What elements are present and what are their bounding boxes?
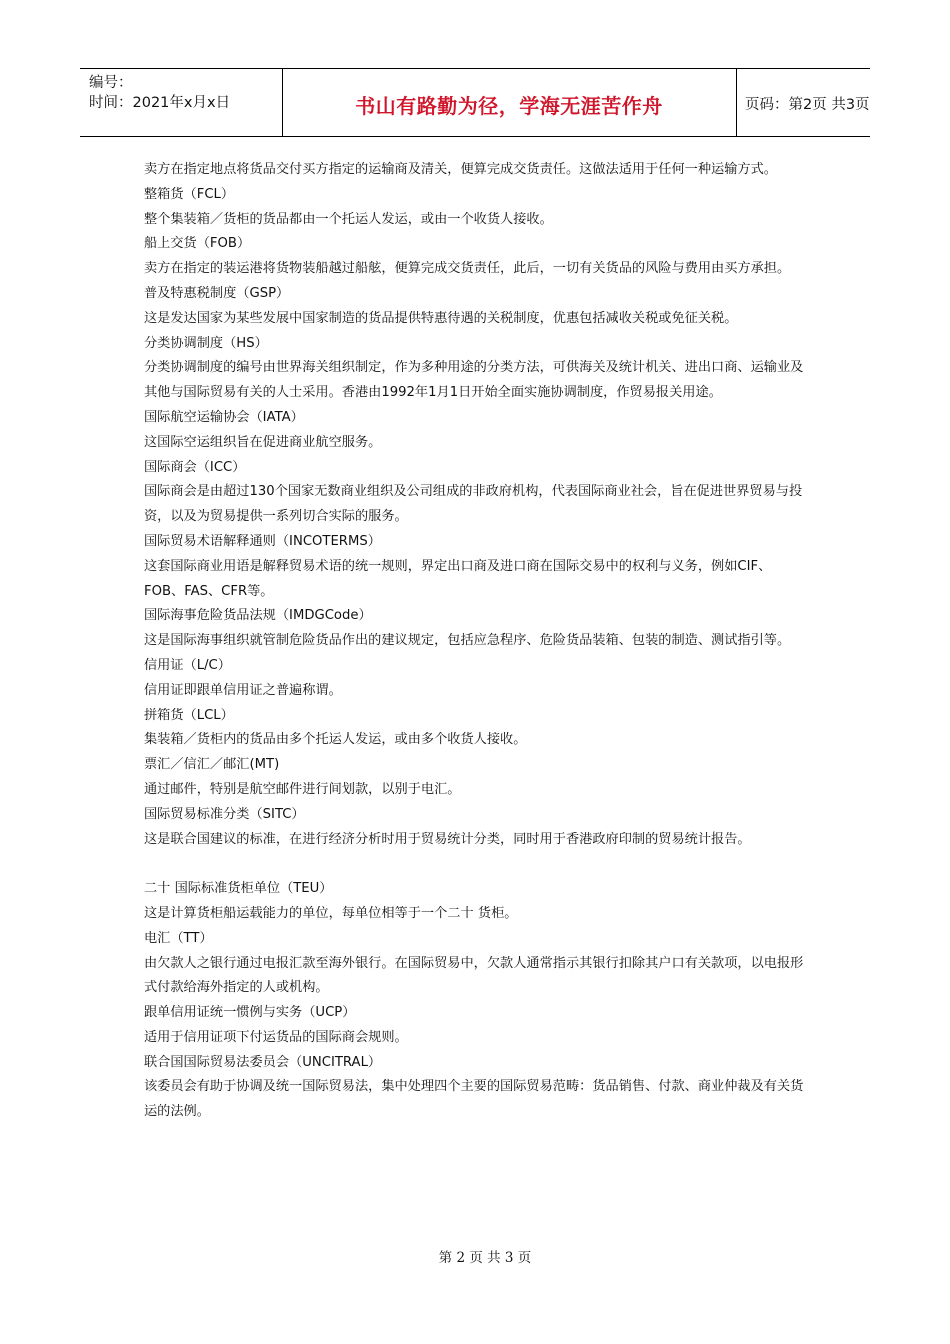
body-paragraph: 这是国际海事组织就管制危险货品作出的建议规定，包括应急程序、危险货品装箱、包装的制造、测试指引等。 — [144, 633, 791, 649]
body-paragraph: 整个集装箱／货柜的货品都由一个托运人发运，或由一个收货人接收。 — [144, 211, 553, 227]
header-page-info: 页码：第2页 共3页 — [745, 97, 870, 113]
body-paragraph: 二十 国际标准货柜单位（TEU） — [144, 881, 333, 897]
body-paragraph: 国际贸易标准分类（SITC） — [144, 806, 305, 822]
document-body — [144, 158, 810, 1125]
page-header — [80, 68, 870, 137]
body-paragraph: 国际商会是由超过130个国家无数商业组织及公司组成的非政府机构，代表国际商业社会，旨在促进世界贸易与投资，以及为贸易提供一系列切合实际的服务。 — [144, 484, 803, 525]
body-paragraph: 电汇（TT） — [144, 930, 213, 946]
body-paragraph: 这套国际商业用语是解释贸易术语的统一规则，界定出口商及进口商在国际交易中的权利与义务，例如CIF、FOB、FAS、CFR等。 — [144, 558, 772, 599]
body-paragraph: 拼箱货（LCL） — [144, 707, 234, 723]
body-paragraph: 票汇／信汇／邮汇(MT) — [144, 757, 280, 773]
page-footer: 第 2 页 共 3 页 — [438, 1250, 532, 1266]
body-paragraph: 由欠款人之银行通过电报汇款至海外银行。在国际贸易中，欠款人通常指示其银行扣除其户口有关款项，以电报形式付款给海外指定的人或机构。 — [144, 955, 804, 996]
body-paragraph: 这是发达国家为某些发展中国家制造的货品提供特惠待遇的关税制度，优惠包括减收关税或免征关税。 — [144, 310, 738, 326]
header-motto: 书山有路勤为径，学海无涯苦作舟 — [355, 94, 663, 118]
body-paragraph: 普及特惠税制度（GSP） — [144, 285, 290, 301]
blank-line — [144, 852, 810, 877]
body-paragraph: 国际海事危险货品法规（IMDGCode） — [144, 608, 372, 624]
body-paragraph: 信用证即跟单信用证之普遍称谓。 — [144, 682, 342, 698]
body-paragraph: 跟单信用证统一惯例与实务（UCP） — [144, 1005, 356, 1021]
body-paragraph: 该委员会有助于协调及统一国际贸易法，集中处理四个主要的国际贸易范畴：货品销售、付款、商业仲裁及有关货运的法例。 — [144, 1079, 804, 1120]
body-paragraph: 适用于信用证项下付运货品的国际商会规则。 — [144, 1029, 408, 1045]
body-paragraph: 集装箱／货柜内的货品由多个托运人发运，或由多个收货人接收。 — [144, 732, 527, 748]
body-paragraph: 船上交货（FOB） — [144, 236, 251, 252]
body-paragraph: 通过邮件，特别是航空邮件进行间划款，以别于电汇。 — [144, 781, 461, 797]
body-paragraph: 国际贸易术语解释通则（INCOTERMS） — [144, 533, 381, 549]
document-date: 时间：2021年x月x日 — [89, 95, 231, 111]
header-middle-cell — [282, 69, 737, 136]
body-paragraph: 分类协调制度（HS） — [144, 335, 268, 351]
body-paragraph: 信用证（L/C） — [144, 657, 231, 673]
body-paragraph: 卖方在指定地点将货品交付买方指定的运输商及清关，便算完成交货责任。这做法适用于任何一种运输方式。 — [144, 162, 777, 177]
body-paragraph: 这是计算货柜船运载能力的单位，每单位相等于一个二十 货柜。 — [144, 905, 518, 921]
body-paragraph: 国际航空运输协会（IATA） — [144, 409, 304, 425]
body-paragraph: 分类协调制度的编号由世界海关组织制定，作为多种用途的分类方法，可供海关及统计机关、进出口商、运输业及其他与国际贸易有关的人士采用。香港由1992年1月1日开始全面实施协调制度，作贸易报关用途。 — [144, 360, 804, 401]
body-paragraph: 卖方在指定的装运港将货物装船越过船舷，便算完成交货责任，此后，一切有关货品的风险与费用由买方承担。 — [144, 261, 791, 277]
document-number-label: 编号： — [89, 75, 133, 91]
header-right-cell — [737, 69, 870, 136]
header-left-cell — [80, 69, 283, 136]
body-paragraph: 整箱货（FCL） — [144, 186, 235, 202]
body-paragraph: 这国际空运组织旨在促进商业航空服务。 — [144, 434, 382, 450]
body-paragraph: 这是联合国建议的标准，在进行经济分析时用于贸易统计分类，同时用于香港政府印制的贸易统计报告。 — [144, 831, 751, 847]
body-paragraph: 联合国国际贸易法委员会（UNCITRAL） — [144, 1054, 382, 1070]
body-paragraph: 国际商会（ICC） — [144, 459, 246, 475]
